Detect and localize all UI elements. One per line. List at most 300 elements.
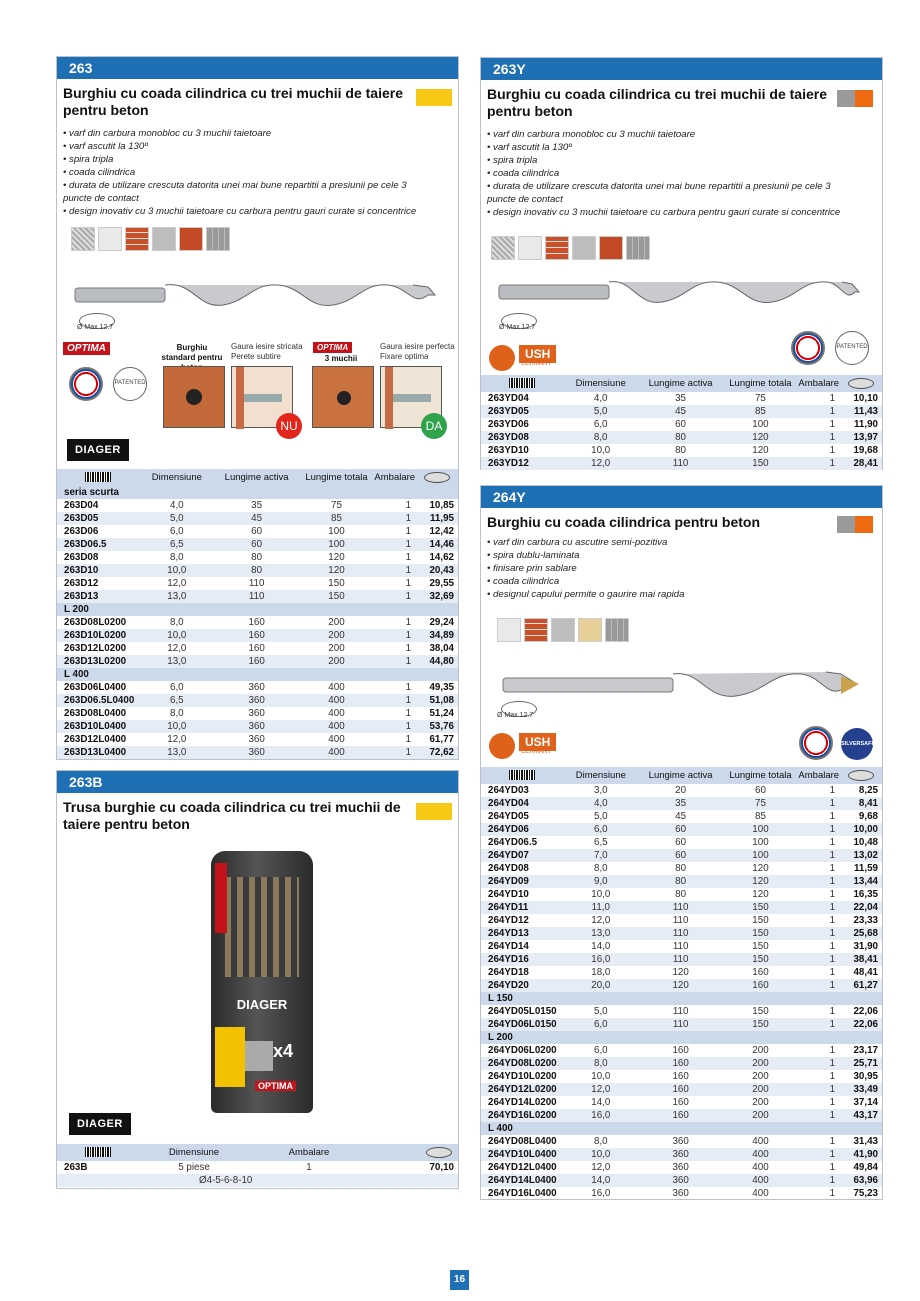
cell-dimensiune: 12,0 — [167, 643, 187, 654]
standard-hole-image — [163, 366, 225, 428]
cell-code: 263D12L0200 — [64, 643, 127, 654]
granite-material-icon — [491, 236, 515, 260]
cell-price: 34,89 — [415, 629, 458, 642]
max-diameter-label: Ø Max 12.7 — [497, 712, 534, 719]
light-stone-material-icon — [98, 227, 122, 251]
feature-item: • spira dublu-laminata — [487, 550, 580, 561]
cell-price: 10,48 — [853, 837, 878, 848]
table-row — [57, 551, 458, 564]
feature-item: • durata de utilizare crescuta datorita unei mai bune repartitii a presiunii pe cele 3 puncte de contact — [487, 181, 831, 205]
table-row — [57, 720, 458, 733]
cell-dimensiune: 12,0 — [167, 734, 187, 745]
cell-ambalare: 1 — [405, 500, 412, 511]
cell-lungime-activa: 160 — [639, 1057, 723, 1070]
cell-price: 9,68 — [858, 811, 878, 822]
table-row — [57, 512, 458, 525]
table-row — [57, 694, 458, 707]
table-header — [57, 469, 458, 486]
cell-dimensiune: 8,0 — [594, 1136, 608, 1147]
france-badge-icon — [791, 331, 825, 365]
cell-lungime-totala: 150 — [723, 901, 799, 914]
cell-code: 263YD08 — [481, 431, 563, 444]
cell-dimensiune: 16,0 — [563, 953, 639, 966]
cell-dimensiune: 4,0 — [563, 797, 639, 810]
three-edge-caption: 3 muchii — [324, 354, 358, 363]
cell-price: 48,41 — [853, 967, 878, 978]
feature-list — [63, 127, 418, 218]
cell-ambalare: 1 — [829, 941, 836, 952]
cell-code: 263D06L0400 — [64, 682, 127, 693]
cell-code: 263D06.5L0400 — [57, 694, 139, 707]
cell-lungime-totala: 400 — [723, 1148, 799, 1161]
cell-code: 264YD14L0400 — [481, 1174, 563, 1187]
feature-item: • spira tripla — [487, 155, 538, 166]
table-row — [481, 1148, 882, 1161]
feature-item: • design inovativ cu 3 muchii taietoare cu carbura pentru gauri curate si concentrice — [487, 207, 841, 218]
cell-lungime-activa: 360 — [248, 682, 265, 693]
cell-dimensiune: 6,5 — [594, 837, 608, 848]
cell-code: 263D10L0400 — [57, 720, 139, 733]
cell-code: 264YD06.5 — [488, 837, 538, 848]
cell-code: 264YD06L0150 — [481, 1018, 563, 1031]
cell-ambalare: 1 — [405, 708, 412, 719]
table-row — [57, 642, 458, 655]
cell-lungime-totala: 400 — [723, 1174, 799, 1187]
table-row — [481, 1161, 882, 1174]
hole-icon — [186, 389, 202, 405]
product-panel-263 — [56, 56, 459, 760]
drill-bit-image — [73, 279, 438, 313]
cell-dimensiune: 12,0 — [563, 457, 639, 470]
cell-code: 264YD12L0400 — [488, 1162, 557, 1173]
cell-lungime-activa: 360 — [215, 720, 299, 733]
cell-lungime-activa: 110 — [639, 457, 723, 470]
granite-material-icon — [71, 227, 95, 251]
cell-price: 22,04 — [839, 901, 882, 914]
cell-lungime-totala: 100 — [328, 526, 345, 537]
cell-lungime-activa: 160 — [215, 655, 299, 668]
cell-dimensiune: 14,0 — [591, 1097, 611, 1108]
cell-ambalare: 1 — [374, 564, 415, 577]
cell-lungime-totala: 120 — [752, 445, 769, 456]
cell-ambalare: 1 — [829, 1188, 836, 1199]
drill-bit-image — [501, 666, 861, 706]
cell-lungime-totala: 120 — [723, 875, 799, 888]
cell-lungime-activa: 110 — [639, 927, 723, 940]
cell-dimensiune: 20,0 — [563, 979, 639, 992]
cell-code: 264YD14L0200 — [488, 1097, 557, 1108]
cell-dimensiune: 18,0 — [591, 967, 611, 978]
cell-dimensiune: 5 piese — [178, 1162, 210, 1173]
cell-price: 11,43 — [839, 405, 882, 418]
cell-price: 10,85 — [429, 500, 454, 511]
product-panel-263y — [480, 57, 883, 470]
cell-ambalare: 1 — [829, 837, 836, 848]
col-lungime-totala: Lungime totala — [723, 767, 799, 784]
cell-lungime-totala: 150 — [752, 915, 769, 926]
table-row — [481, 784, 882, 797]
cell-lungime-activa: 360 — [248, 734, 265, 745]
cell-code: 263D08L0200 — [64, 617, 127, 628]
cell-lungime-totala: 75 — [754, 393, 766, 404]
cell-dimensiune: 10,0 — [591, 445, 611, 456]
cell-ambalare: 1 — [798, 457, 839, 470]
table-row — [481, 1057, 882, 1070]
nu-label: NU — [276, 413, 302, 439]
cell-ambalare: 1 — [374, 629, 415, 642]
product-title: Burghiu cu coada cilindrica pentru beton — [487, 514, 761, 530]
panel-header-263: 263 — [57, 57, 458, 79]
optima-logo-small: OPTIMA — [313, 342, 352, 353]
cell-dimensiune: 11,0 — [563, 901, 639, 914]
cell-dimensiune: 13,0 — [139, 590, 215, 603]
cell-price: 23,33 — [853, 915, 878, 926]
table-row — [481, 431, 882, 444]
cell-dimensiune: 9,0 — [563, 875, 639, 888]
cell-dimensiune: 6,5 — [139, 538, 215, 551]
cell-lungime-activa: 45 — [675, 811, 687, 822]
cell-price: 70,10 — [429, 1162, 454, 1173]
cell-price: 14,62 — [429, 552, 454, 563]
feature-item: • spira tripla — [63, 154, 114, 165]
cell-lungime-activa: 110 — [215, 590, 299, 603]
cell-lungime-totala: 400 — [752, 1136, 769, 1147]
cell-dimensiune: 7,0 — [563, 849, 639, 862]
feature-list — [487, 536, 847, 601]
cell-lungime-totala: 120 — [752, 889, 769, 900]
table-row — [57, 616, 458, 629]
brick-material-icon — [545, 236, 569, 260]
cell-ambalare: 1 — [798, 405, 839, 418]
cell-code: 264YD16 — [481, 953, 563, 966]
three-edge-desc — [380, 342, 460, 362]
cell-lungime-activa: 360 — [672, 1162, 689, 1173]
col-ambalare: Ambalare — [798, 767, 839, 784]
section-label: L 200 — [57, 603, 458, 616]
cell-lungime-activa: 80 — [639, 875, 723, 888]
table-row — [481, 823, 882, 836]
cell-lungime-activa: 110 — [639, 1018, 723, 1031]
cell-lungime-activa: 160 — [672, 1097, 689, 1108]
cell-lungime-activa: 45 — [215, 512, 299, 525]
cell-price: 10,00 — [839, 823, 882, 836]
cell-lungime-totala: 200 — [752, 1071, 769, 1082]
cell-lungime-activa: 360 — [672, 1136, 689, 1147]
material-icons — [71, 227, 230, 251]
table-row — [481, 444, 882, 457]
cell-price: 49,35 — [429, 682, 454, 693]
col-dimensiune: Dimensiune — [139, 469, 215, 486]
cell-ambalare: 1 — [829, 811, 836, 822]
concrete-material-icon — [551, 618, 575, 642]
barcode-icon — [57, 1144, 139, 1161]
cell-lungime-activa: 360 — [248, 708, 265, 719]
col-ambalare: Ambalare — [249, 1144, 369, 1161]
cell-lungime-totala: 200 — [723, 1083, 799, 1096]
cell-price: 43,17 — [839, 1109, 882, 1122]
cell-lungime-totala: 150 — [752, 1006, 769, 1017]
cell-price: 28,41 — [839, 457, 882, 470]
ush-logo: USH — [519, 345, 556, 363]
cell-lungime-totala: 200 — [723, 1109, 799, 1122]
cell-lungime-activa: 80 — [675, 863, 687, 874]
cell-dimensiune: 12,0 — [591, 1162, 611, 1173]
cell-code: 263D04 — [64, 500, 99, 511]
table-row — [481, 1083, 882, 1096]
coins-icon — [839, 767, 882, 784]
cell-price: 61,27 — [839, 979, 882, 992]
cell-lungime-activa: 110 — [672, 1006, 689, 1017]
table-row — [481, 1135, 882, 1148]
ush-logo-icon — [489, 345, 515, 371]
table-row — [57, 538, 458, 551]
table-row — [57, 629, 458, 642]
standard-drill-desc — [231, 342, 311, 362]
cell-dimensiune: 5,0 — [594, 1006, 608, 1017]
table-row — [57, 525, 458, 538]
cell-lungime-activa: 160 — [215, 629, 299, 642]
cell-dimensiune: 5,0 — [563, 405, 639, 418]
coins-icon — [415, 469, 458, 486]
cell-code: 264YD16L0400 — [488, 1188, 557, 1199]
page-number: 16 — [450, 1270, 469, 1290]
table-row — [57, 733, 458, 746]
cell-empty — [57, 1174, 139, 1187]
cell-lungime-activa: 35 — [675, 393, 686, 404]
col-lungime-totala: Lungime totala — [299, 469, 375, 486]
cell-code: 263YD10 — [488, 445, 529, 456]
coins-icon — [839, 375, 882, 392]
table-row — [481, 810, 882, 823]
cell-price: 10,10 — [853, 393, 878, 404]
feature-item: • durata de utilizare crescuta datorita unei mai bune repartitii a presiunii pe cele 3 puncte de contact — [63, 180, 407, 204]
table-note-row — [57, 1174, 458, 1187]
cell-lungime-activa: 60 — [675, 419, 686, 430]
table-row — [57, 707, 458, 720]
red-block-material-icon — [599, 236, 623, 260]
da-label: DA — [421, 413, 447, 439]
cell-dimensiune: 6,0 — [170, 526, 184, 537]
cell-lungime-totala: 150 — [723, 1018, 799, 1031]
feature-item: • design inovativ cu 3 muchii taietoare cu carbura pentru gauri curate si concentrice — [63, 206, 417, 217]
cell-lungime-activa: 360 — [639, 1148, 723, 1161]
cell-ambalare: 1 — [405, 552, 412, 563]
cell-dimensiune: 10,0 — [563, 1148, 639, 1161]
cell-price: 61,77 — [429, 734, 454, 745]
table-section-row — [481, 1122, 882, 1135]
cell-code: 264YD08L0200 — [481, 1057, 563, 1070]
cell-lungime-totala: 100 — [723, 849, 799, 862]
feature-item: • coada cilindrica — [63, 167, 136, 178]
cell-ambalare: 1 — [374, 746, 415, 759]
cell-code: 264YD10 — [488, 889, 529, 900]
cell-dimensiune: 13,0 — [139, 655, 215, 668]
drill-set-case-image — [211, 851, 313, 1113]
cell-lungime-totala: 400 — [299, 746, 375, 759]
desc-line: Perete subtire — [231, 352, 281, 361]
cell-code: 263D06.5 — [57, 538, 139, 551]
cell-code: 264YD10L0400 — [481, 1148, 563, 1161]
max-diameter-label: Ø Max 12.7 — [77, 324, 114, 331]
table-row — [481, 966, 882, 979]
material-icons — [491, 236, 650, 260]
section-label: L 400 — [57, 668, 458, 681]
cell-ambalare: 1 — [829, 1071, 836, 1082]
cell-lungime-activa: 45 — [639, 405, 723, 418]
cell-lungime-activa: 35 — [639, 797, 723, 810]
table-row — [57, 577, 458, 590]
material-icons — [497, 618, 629, 642]
cell-price: 51,24 — [429, 708, 454, 719]
cell-dimensiune: 6,0 — [593, 419, 608, 430]
cell-dimensiune: 10,0 — [139, 720, 215, 733]
col-lungime-activa: Lungime activa — [639, 375, 723, 392]
cell-lungime-activa: 120 — [672, 967, 689, 978]
cell-ambalare: 1 — [829, 419, 836, 430]
cell-dimensiune: 6,0 — [170, 682, 184, 693]
stone-block-material-icon — [605, 618, 629, 642]
cell-dimensiune: 3,0 — [594, 785, 608, 796]
cell-lungime-totala: 400 — [752, 1188, 769, 1199]
cell-dimensiune: 8,0 — [563, 431, 639, 444]
cell-lungime-activa: 80 — [215, 564, 299, 577]
cell-dimensiune: 8,0 — [170, 552, 184, 563]
coins-icon — [369, 1144, 458, 1161]
cell-ambalare: 1 — [829, 1136, 836, 1147]
table-row — [481, 1109, 882, 1122]
standard-drill-caption: Burghiu standard pentru — [161, 343, 223, 362]
cell-code: 263D10 — [57, 564, 139, 577]
ush-logo-icon — [489, 733, 515, 759]
cell-lungime-totala: 85 — [299, 512, 375, 525]
table-row — [481, 1070, 882, 1083]
cell-lungime-totala: 400 — [752, 1162, 769, 1173]
table-row — [481, 405, 882, 418]
color-swatch-yellow — [416, 89, 452, 106]
concrete-material-icon — [152, 227, 176, 251]
cell-code: 263D06 — [64, 526, 99, 537]
table-section-row — [481, 1031, 882, 1044]
product-table-263 — [57, 469, 458, 759]
cell-lungime-totala: 400 — [328, 734, 345, 745]
cell-price: 33,49 — [839, 1083, 882, 1096]
cell-lungime-activa: 110 — [672, 915, 689, 926]
table-row — [481, 862, 882, 875]
cell-price: 51,08 — [415, 694, 458, 707]
table-header — [481, 375, 882, 392]
color-swatch-grey — [837, 90, 855, 107]
silversafe-badge: SILVERSAFE — [841, 728, 873, 760]
table-row — [481, 888, 882, 901]
cell-dimensiune: 12,0 — [591, 915, 611, 926]
cell-lungime-totala: 150 — [328, 578, 345, 589]
cell-code: 263D08 — [64, 552, 99, 563]
feature-item: • varf din carbura monobloc cu 3 muchii taietoare — [487, 129, 696, 140]
panel-header-263b: 263B — [57, 771, 458, 793]
cell-lungime-activa: 20 — [675, 785, 687, 796]
light-stone-material-icon — [497, 618, 521, 642]
cell-dimensiune: 5,0 — [594, 811, 608, 822]
feature-item: • varf ascutit la 130º — [487, 142, 572, 153]
cell-ambalare: 1 — [798, 901, 839, 914]
cell-dimensiune: 14,0 — [563, 1174, 639, 1187]
cell-price: 8,41 — [839, 797, 882, 810]
cell-price: 75,23 — [853, 1188, 878, 1199]
table-row — [481, 1005, 882, 1018]
table-row — [57, 590, 458, 603]
cell-ambalare: 1 — [798, 875, 839, 888]
col-ambalare: Ambalare — [374, 469, 415, 486]
ush-logo: USH — [519, 733, 556, 751]
cell-ambalare: 1 — [829, 889, 836, 900]
cell-dimensiune: 8,0 — [594, 863, 608, 874]
cell-price: 12,42 — [429, 526, 454, 537]
section-label: L 400 — [481, 1122, 882, 1135]
feature-item: • coada cilindrica — [487, 576, 560, 587]
color-swatch-orange — [855, 90, 873, 107]
cell-lungime-totala: 400 — [299, 720, 375, 733]
cell-lungime-activa: 120 — [639, 979, 723, 992]
barcode-icon — [57, 469, 139, 486]
col-dimensiune: Dimensiune — [563, 375, 639, 392]
cell-price: 49,84 — [853, 1162, 878, 1173]
cell-ambalare: 1 — [798, 1083, 839, 1096]
cell-ambalare: 1 — [798, 1174, 839, 1187]
cell-dimensiune: 12,0 — [563, 1083, 639, 1096]
cell-lungime-activa: 160 — [639, 1083, 723, 1096]
cell-price: 31,43 — [853, 1136, 878, 1147]
three-edge-hole-image — [312, 366, 374, 428]
cell-lungime-activa: 110 — [639, 901, 723, 914]
cell-lungime-totala: 100 — [723, 823, 799, 836]
cell-ambalare: 1 — [798, 1148, 839, 1161]
table-section-row — [57, 668, 458, 681]
cell-code: 264YD05 — [488, 811, 529, 822]
case-x4-label: x4 — [273, 1041, 294, 1061]
product-title: Burghiu cu coada cilindrica cu trei muchii de taiere pentru beton — [487, 86, 827, 119]
desc-line: Gaura iesire perfecta — [380, 342, 455, 351]
concrete-material-icon — [572, 236, 596, 260]
cell-price: 22,06 — [839, 1018, 882, 1031]
feature-item: • varf din carbura monobloc cu 3 muchii taietoare — [63, 128, 272, 139]
cell-ambalare: 1 — [405, 617, 412, 628]
panel-header-264y: 264Y — [481, 486, 882, 508]
desc-line: Gaura iesire stricata — [231, 342, 303, 351]
barcode-icon — [481, 375, 563, 392]
cell-price: 19,68 — [853, 445, 878, 456]
feature-item: • varf din carbura cu ascutire semi-pozitiva — [487, 537, 668, 548]
cell-lungime-totala: 400 — [299, 694, 375, 707]
cell-lungime-totala: 85 — [755, 811, 766, 822]
cell-ambalare: 1 — [829, 1162, 836, 1173]
cell-code: 263YD12 — [481, 457, 563, 470]
cell-dimensiune: 16,0 — [591, 1188, 611, 1199]
table-row — [481, 875, 882, 888]
cell-code: 264YD20 — [481, 979, 563, 992]
cell-code: 264YD08L0400 — [488, 1136, 557, 1147]
cell-ambalare: 1 — [798, 1018, 839, 1031]
cell-price: 20,43 — [415, 564, 458, 577]
cell-lungime-activa: 60 — [251, 526, 263, 537]
cell-lungime-totala: 150 — [723, 953, 799, 966]
table-row — [481, 979, 882, 992]
cell-ambalare: 1 — [374, 590, 415, 603]
cell-price: 13,44 — [839, 875, 882, 888]
cell-ambalare: 1 — [798, 797, 839, 810]
col-lungime-totala: Lungime totala — [722, 375, 798, 392]
cell-ambalare: 1 — [405, 578, 412, 589]
cell-dimensiune: 10,0 — [591, 889, 611, 900]
